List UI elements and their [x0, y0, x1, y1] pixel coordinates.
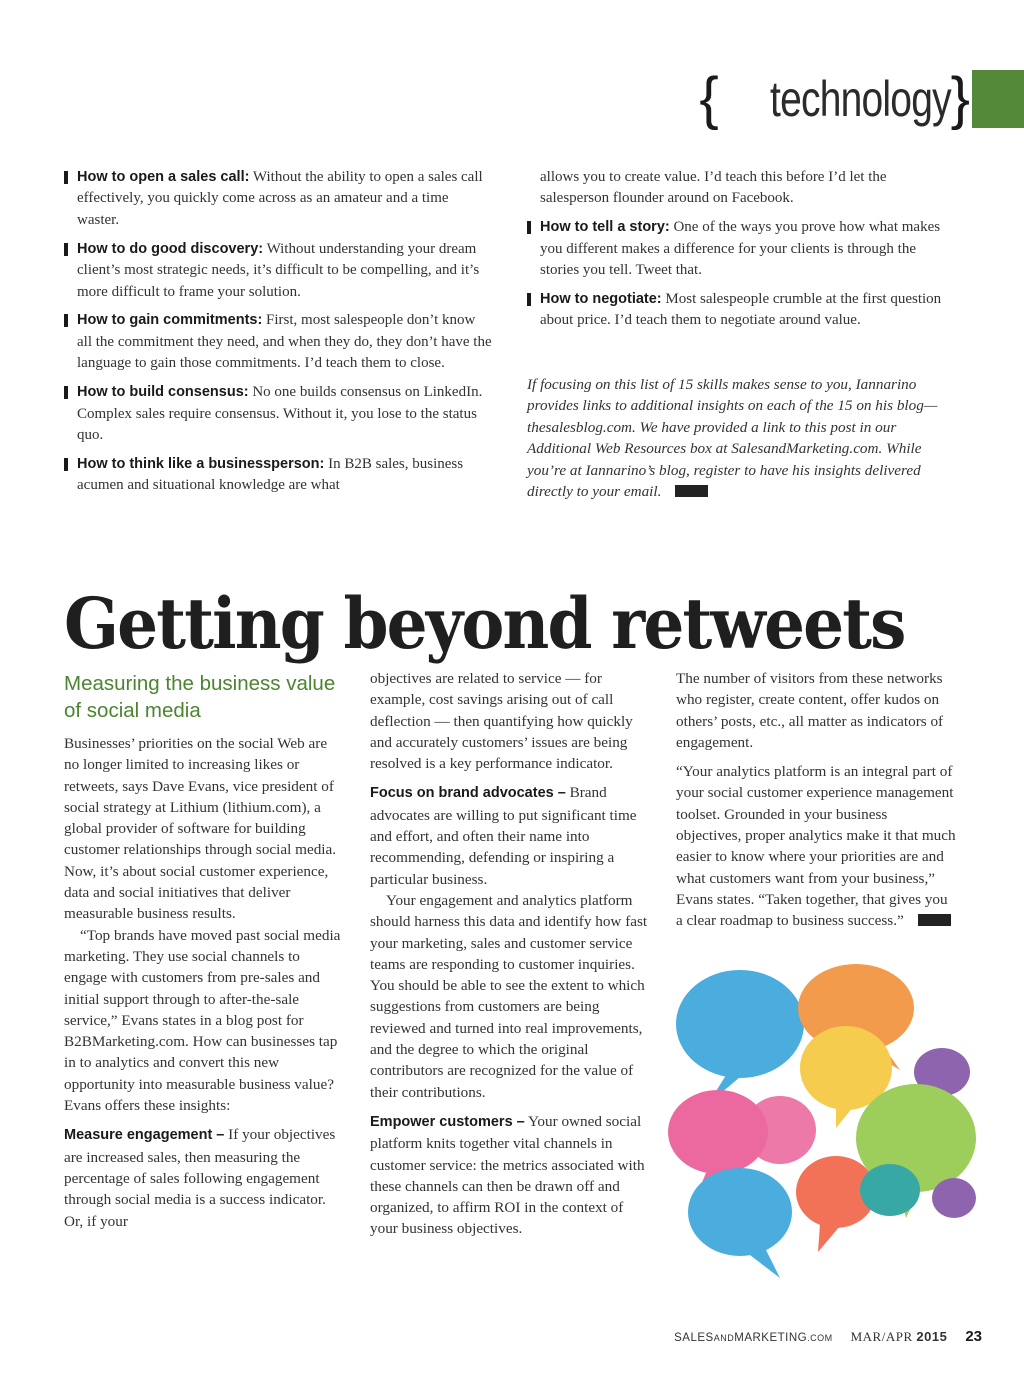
bullet-mark [64, 458, 68, 471]
bullet-mark [64, 314, 68, 327]
speech-bubble-tail-icon [818, 1224, 840, 1252]
list-item [64, 167, 492, 231]
paragraph: The number of visitors from these networks who register, create content, offer kudos on others’ posts, etc., all matter as indicators of engagement. [676, 670, 944, 751]
publication-part: AND [713, 1333, 735, 1343]
speech-bubble-icon [688, 1168, 792, 1256]
smm-end-mark-icon [918, 914, 951, 926]
publication-part: MARKETING [734, 1332, 808, 1344]
publication-part: SALES [674, 1332, 714, 1344]
issue-year: 2015 [916, 1329, 948, 1344]
section-label: technology [769, 71, 951, 127]
close-brace: } [950, 66, 970, 131]
list-item [64, 454, 492, 497]
list-item [64, 382, 492, 446]
article-headline: Getting beyond retweets [64, 582, 905, 665]
article-subhead: Measuring the business value of social media [64, 672, 336, 722]
list-item [64, 310, 492, 374]
list-item [64, 239, 492, 303]
bullet-text: First, most salespeople don’t know all the commitment they need, and when they do, they don’t have the language to gain those commitments. I’d teach them to close. [77, 312, 492, 372]
bullet-text: In B2B sales, business acumen and situational knowledge are what [77, 455, 464, 494]
speech-bubble-tail-icon [836, 1104, 854, 1128]
page-number: 23 [965, 1328, 982, 1345]
paragraph-text: Brand advocates are willing to put significant time and effort, and often their name into recommending, defending or inspiring a particular business. [370, 784, 637, 888]
paragraph: objectives are related to service — for example, cost savings arising out of call deflection — then quantifying how quickly and accurately customers’ issues are being resolved is a key performance indicator. [370, 670, 633, 773]
list-item [527, 217, 947, 281]
paragraph-lead: Measure engagement – [64, 1127, 225, 1144]
bullet-lead: How to do good discovery: [77, 240, 264, 257]
bullet-mark [64, 386, 68, 399]
open-brace: { [699, 66, 719, 131]
bullet-lead: How to open a sales call: [77, 169, 250, 185]
speech-bubbles-illustration [668, 962, 980, 1284]
bullet-text: No one builds consensus on LinkedIn. Complex sales require consensus. Without it, you lose to the status quo. [77, 384, 483, 443]
bullet-lead: How to tell a story: [540, 219, 670, 236]
bullet-text: One of the ways you prove how what makes you different makes a difference for your clients is through the stories you tell. Tweet that. [540, 219, 941, 279]
issue-month: MAR/APR [850, 1329, 913, 1344]
paragraph [370, 782, 654, 889]
bullet-text: Without understanding your dream client’s most strategic needs, it’s difficult to be compelling, and it’s more difficult to frame your solution. [77, 240, 480, 300]
paragraph [64, 1124, 342, 1231]
bullet-text: Without the ability to open a sales call effectively, you quickly come across as an amateur and a time waster. [77, 169, 483, 228]
paragraph-text: If your objectives are increased sales, then measuring the percentage of sales following engagement through social media is a success indicator. Or, if your [64, 1126, 336, 1230]
bullet-lead: How to build consensus: [77, 384, 249, 401]
paragraph-lead: Empower customers – [370, 1113, 525, 1130]
bullet-text: Most salespeople crumble at the first question about price. I’d teach them to negotiate around value. [540, 291, 942, 329]
list-item [527, 289, 947, 332]
publication-part: .COM [807, 1333, 833, 1343]
bullet-lead: How to think like a businessperson: [77, 455, 325, 472]
speech-bubble-tail-icon [746, 1250, 780, 1278]
page-footer [674, 1328, 982, 1345]
issue-date [851, 1329, 948, 1345]
bullet-mark [527, 293, 531, 306]
speech-bubble-icon [860, 1164, 920, 1216]
article-column-1 [64, 670, 342, 1240]
paragraph [676, 761, 956, 931]
list-item-continuation: allows you to create value. I’d teach this before I’d let the salesperson flounder around on Facebook. [540, 169, 887, 207]
paragraph-text: “Your analytics platform is an integral part of your social customer experience management toolset. Grounded in your business objectives, proper analytics make it that much easier to know where your priorities are and what customers want from your business,” Evans states. “Taken together, that gives you a clear roadmap to business success.” [676, 763, 956, 930]
bullet-lead: How to negotiate: [540, 291, 662, 308]
paragraph: Businesses’ priorities on the social Web are no longer limited to increasing likes or retweets, says Dave Evans, vice president of social strategy at Lithium (lithium.com), a global provider of software for building customer relationships through social media. Now, it’s about social customer experience, data and social initiatives that deliver measurable business results. [64, 735, 337, 923]
skills-list-left [64, 167, 492, 504]
bullet-mark [64, 243, 68, 256]
editor-note [527, 374, 952, 502]
bullet-mark [527, 221, 531, 234]
bullet-mark [64, 171, 68, 184]
section-tag [699, 66, 1024, 132]
speech-bubble-icon [744, 1096, 816, 1164]
editor-note-text: If focusing on this list of 15 skills makes sense to you, Iannarino provides links to additional insights on each of the 15 on his blog— thesalesblog.com. We have provided a link to this post in our Additional Web Resources box at SalesandMarketing.com. While you’re at Iannarino’s blog, register to have his insights delivered directly to your email. [527, 376, 938, 501]
speech-bubble-icon [932, 1178, 976, 1218]
bullet-lead: How to gain commitments: [77, 312, 263, 329]
smm-end-mark-icon [675, 485, 708, 497]
speech-bubble-icon [676, 970, 804, 1078]
paragraph-lead: Focus on brand advocates – [370, 785, 566, 802]
article-column-2 [370, 668, 654, 1248]
publication-name [674, 1332, 832, 1344]
skills-list-right [527, 167, 947, 339]
paragraph [370, 1111, 654, 1240]
paragraph: “Top brands have moved past social media marketing. They use social channels to engage with customers from pre-sales and initial support through to after-the-sale service,” Evans states in a blog post for B2BMarketing.com. How can businesses tap in to analytics and convert this new opportunity into measurable business value? Evans offers these insights: [64, 926, 341, 1115]
section-accent-bar [972, 70, 1024, 128]
paragraph: Your engagement and analytics platform should harness this data and identify how fast your marketing, sales and customer service teams are responding to customer inquiries. You should be able to see the extent to which suggestions from customers are being reviewed and turned into real improvements, and the degree to which the original contributors are recognized for the value of their contributions. [370, 891, 648, 1101]
paragraph-text: Your owned social platform knits together vital channels in customer service: the metrics associated with these channels can then be drawn off and organized, to affirm ROI in the context of your business objectives. [370, 1112, 645, 1238]
article-column-3 [676, 668, 956, 940]
